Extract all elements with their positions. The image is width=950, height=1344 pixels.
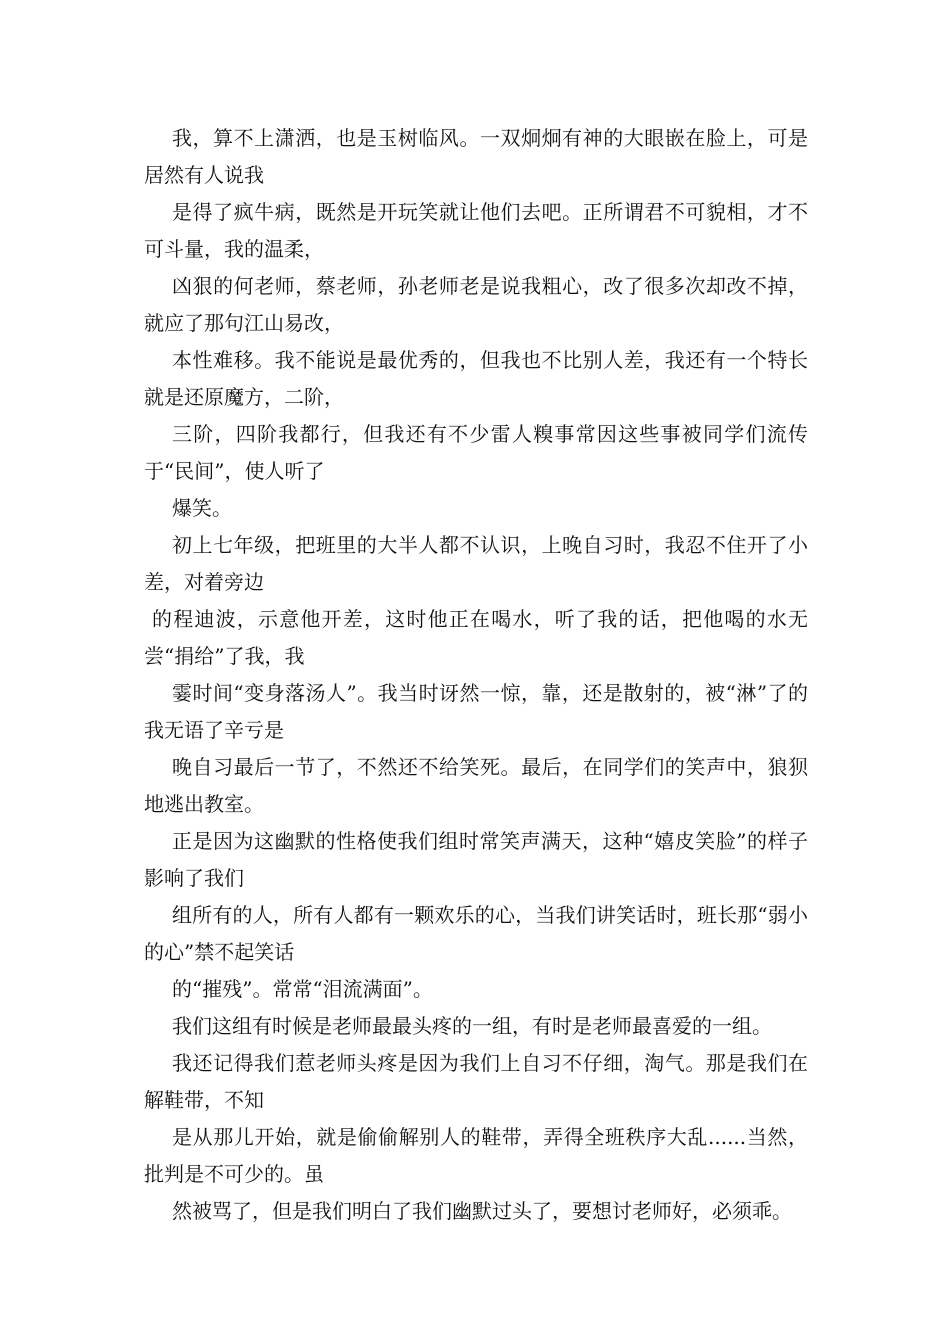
paragraph-17: 然被骂了，但是我们明白了我们幽默过头了，要想讨老师好，必须乖。 bbox=[172, 1199, 792, 1223]
paragraph-1: 我，算不上潇洒，也是玉树临风。一双炯炯有神的大眼嵌在脸上，可是居然有人说我 bbox=[144, 126, 808, 187]
paragraph-2: 是得了疯牛病，既然是开玩笑就让他们去吧。正所谓君不可貌相，才不可斗量，我的温柔， bbox=[144, 200, 808, 261]
paragraph-8: 的程迪波，示意他开差，这时他正在喝水，听了我的话，把他喝的水无尝“捐给”了我，我 bbox=[144, 607, 808, 668]
paragraph-12: 组所有的人，所有人都有一颗欢乐的心，当我们讲笑话时，班长那“弱小的心”禁不起笑话 bbox=[144, 903, 808, 964]
paragraph-5: 三阶，四阶我都行，但我还有不少雷人糗事常因这些事被同学们流传于“民间”，使人听了 bbox=[144, 422, 808, 483]
paragraph-9: 霎时间“变身落汤人”。我当时讶然一惊，靠，还是散射的，被“淋”了的我无语了辛亏是 bbox=[144, 681, 808, 742]
paragraph-3: 凶狠的何老师，蔡老师，孙老师老是说我粗心，改了很多次却改不掉，就应了那句江山易改， bbox=[144, 274, 808, 335]
paragraph-7: 初上七年级，把班里的大半人都不认识，上晚自习时，我忍不住开了小差，对着旁边 bbox=[144, 533, 808, 594]
paragraph-16: 是从那儿开始，就是偷偷解别人的鞋带，弄得全班秩序大乱......当然，批判是不可少的。虽 bbox=[144, 1125, 808, 1186]
paragraph-14: 我们这组有时候是老师最最头疼的一组，有时是老师最喜爱的一组。 bbox=[172, 1014, 772, 1038]
paragraph-6: 爆笑。 bbox=[172, 496, 232, 520]
paragraph-15: 我还记得我们惹老师头疼是因为我们上自习不仔细，淘气。那是我们在解鞋带，不知 bbox=[144, 1051, 808, 1112]
body-text bbox=[144, 120, 808, 1230]
paragraph-10: 晚自习最后一节了，不然还不给笑死。最后，在同学们的笑声中，狼狈地逃出教室。 bbox=[144, 755, 808, 816]
paragraph-11: 正是因为这幽默的性格使我们组时常笑声满天，这种“嬉皮笑脸”的样子影响了我们 bbox=[144, 829, 808, 890]
paragraph-13: 的“摧残”。常常“泪流满面”。 bbox=[172, 977, 433, 1001]
paragraph-4: 本性难移。我不能说是最优秀的，但我也不比别人差，我还有一个特长就是还原魔方，二阶， bbox=[144, 348, 808, 409]
